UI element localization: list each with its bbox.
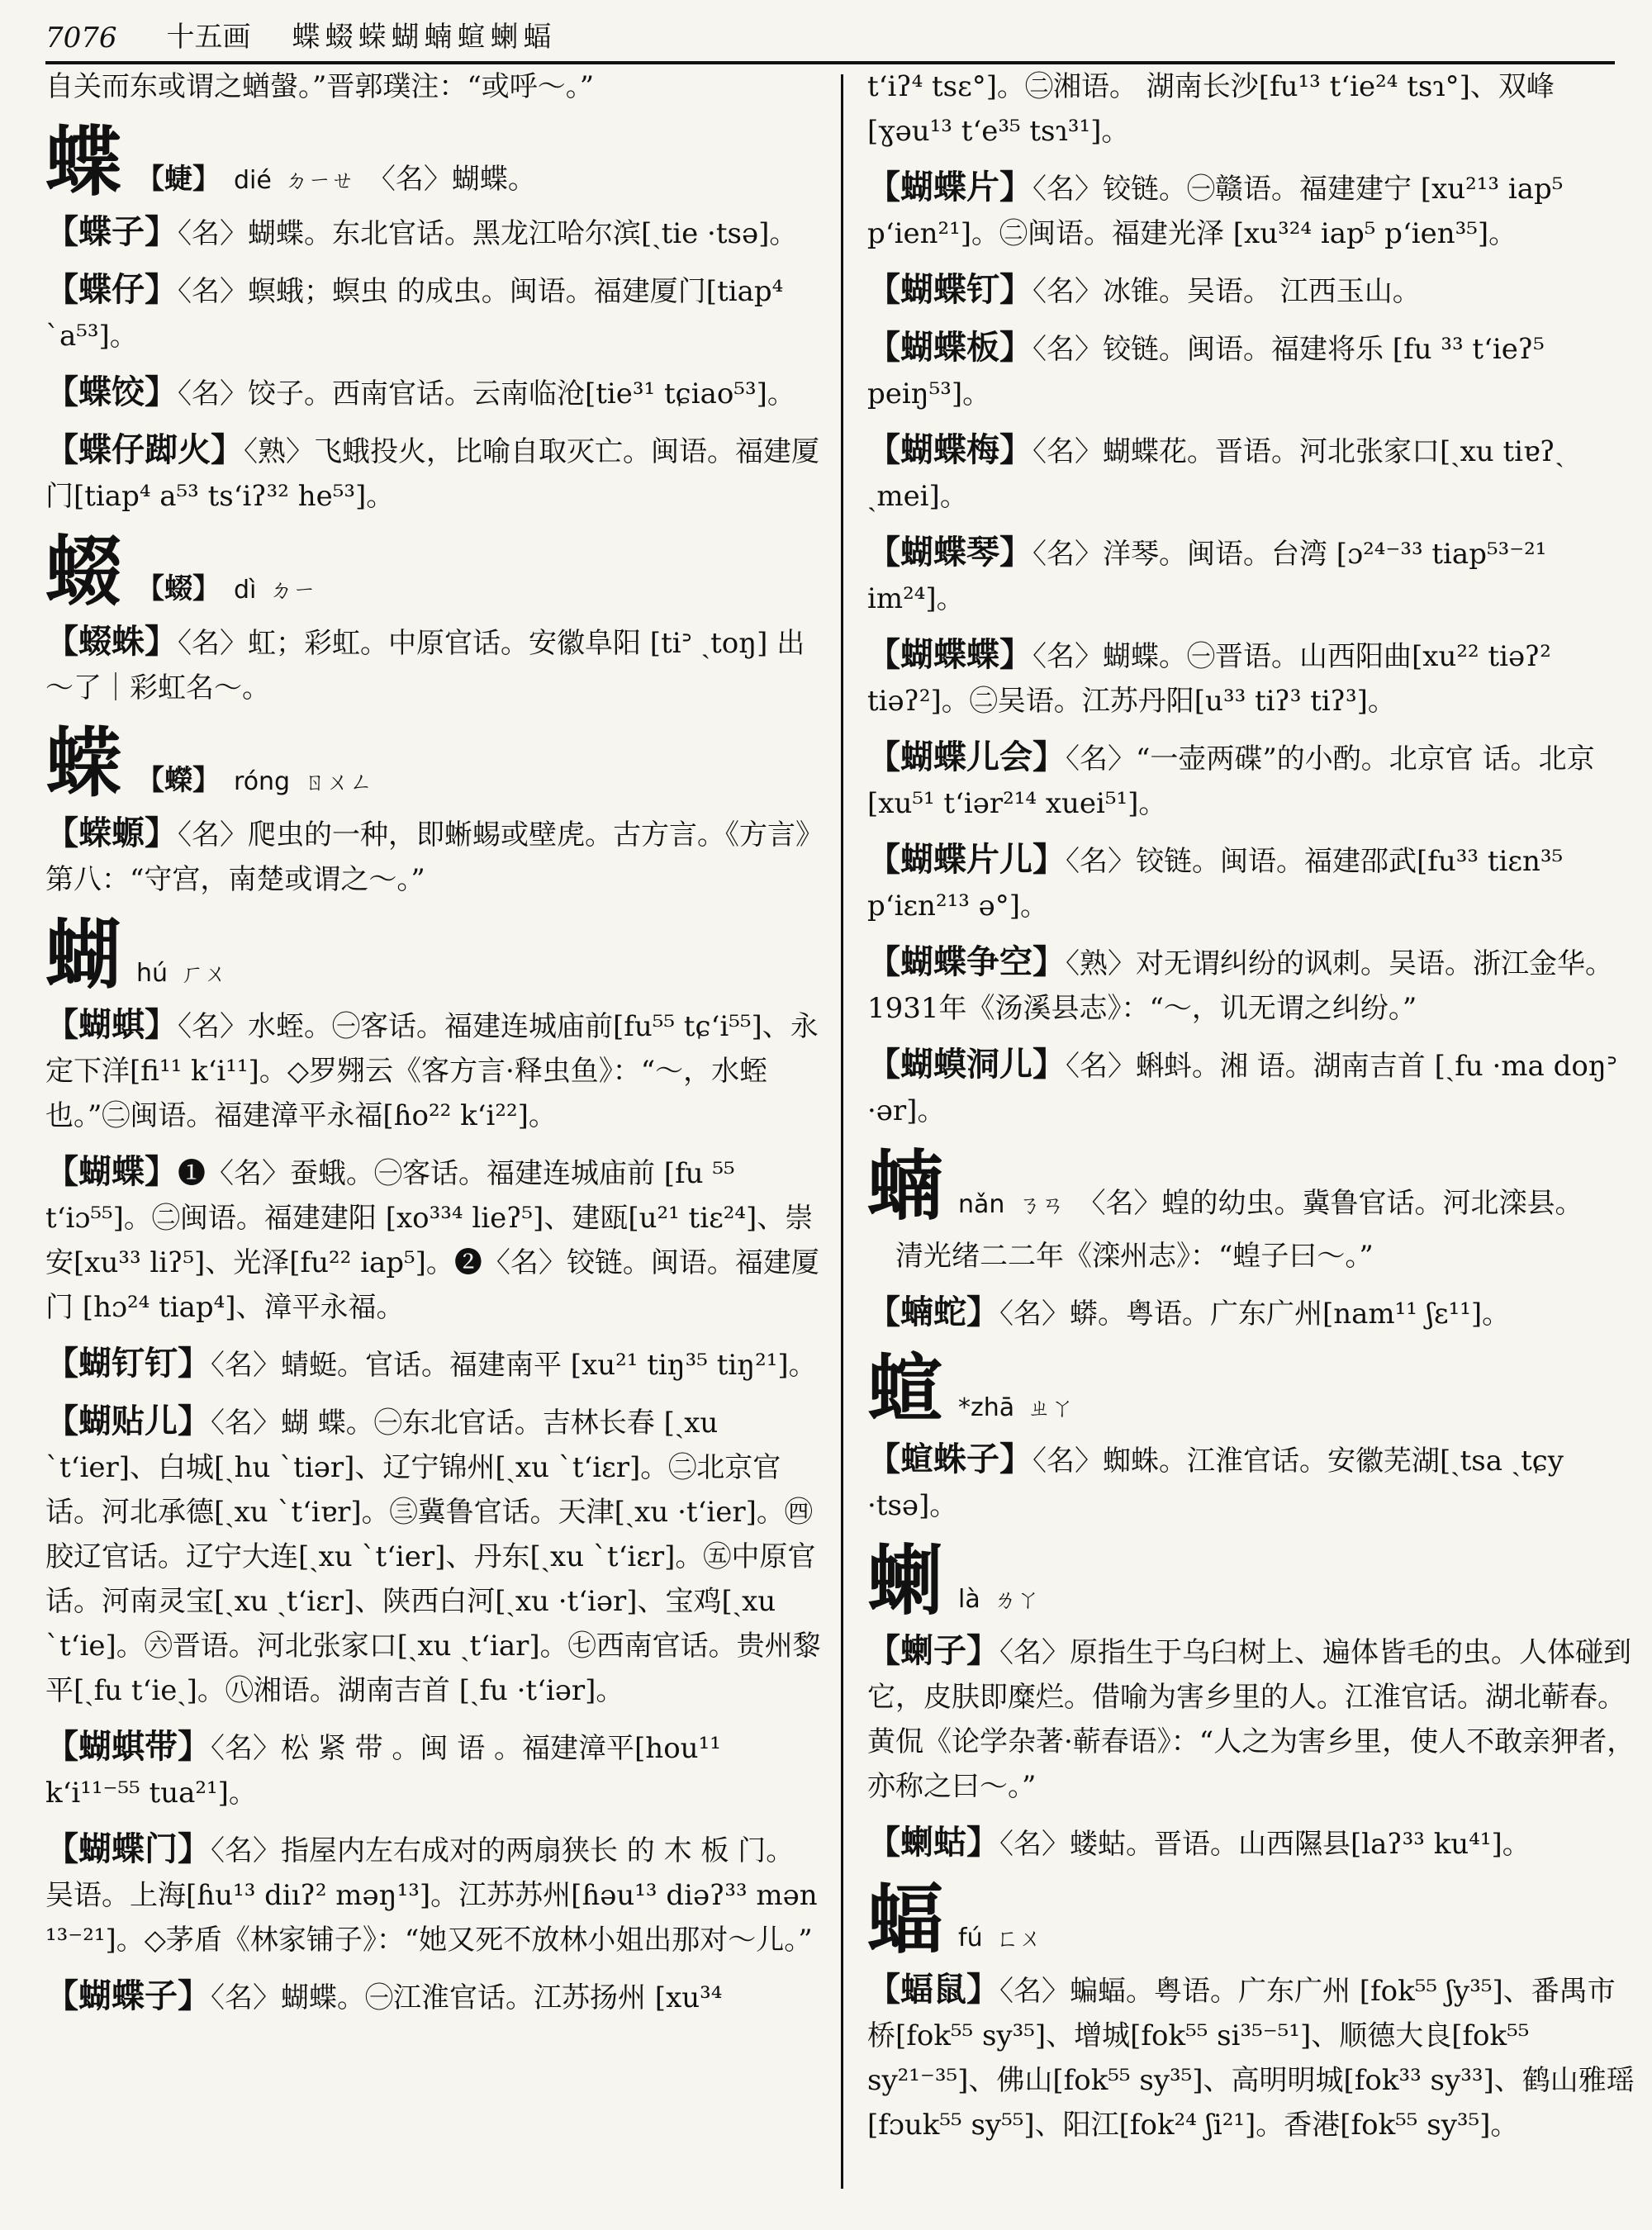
entry-text: 〈名〉铰链。闽语。福建邵武[fu³³ tiɛn³⁵ pʻiɛn²¹³ ə°]。 [867,845,1564,923]
subentry-word: 【蝖蛛子】 [867,1440,1032,1478]
entry-paragraph [867,165,1635,256]
subentry-word: 【蝴蜞带】 [45,1727,211,1766]
headword-char: 蝃 [45,527,122,616]
subentry-word: 【蝲蛄】 [867,1823,999,1862]
entry-paragraph [45,1003,822,1138]
entry-text: 〈名〉原指生于乌臼树上、遍体皆毛的虫。人体碰到它，皮肤即糜烂。借喻为害乡里的人。江淮官话。湖北蕲春。黄侃《论学杂著·蕲春语》：“人之为害乡里，使人不敢亲狎者，亦称之曰～。” [867,1636,1635,1803]
entry-text: 〈名〉爬虫的一种，即蜥蜴或壁虎。古方言。《方言》第八：“守宫，南楚或谓之～。” [45,818,809,896]
entry-text: 〈名〉虹；彩虹。中原官话。安徽阜阳 [tiᐣ ˏtoŋ] 出～了｜彩虹名～。 [45,627,805,705]
entry-text: ❶〈名〉蚕蛾。㊀客话。福建连城庙前 [fu ⁵⁵ tʻiɔ⁵⁵]。㊁闽语。福建建阳 [xo³³⁴ lieʔ⁵]、建瓯[u²¹ tiɛ²⁴]、崇安[xu³³ liʔ⁵]、光泽[fu²² iap⁵]。❷〈名〉铰链。闽语。福建厦门 [hɔ²⁴ tiap⁴]、漳平永福。 [45,1157,819,1324]
entry-text: 〈名〉饺子。西南官话。云南临沧[tie³¹ tɕiao⁵³]。 [178,377,795,410]
headword-entry [45,117,822,206]
entry-paragraph [867,940,1635,1031]
subentry-word: 【蝴蜞】 [45,1005,178,1044]
entry-text: 〈熟〉对无谓纠纷的讽刺。吴语。浙江金华。1931年《汤溪县志》：“～，讥无谓之纠纷。” [867,947,1613,1025]
entry-paragraph [45,1399,822,1713]
entry-paragraph [867,325,1635,416]
entry-paragraph [867,428,1635,519]
entry-paragraph [867,1234,1635,1279]
entry-paragraph [45,64,822,109]
entry-text: 〈名〉蝙蝠。粤语。广东广州 [fok⁵⁵ ʃy³⁵]、番禺市桥[fok⁵⁵ sy³⁵]、增城[fok⁵⁵ si³⁵⁻⁵¹]、顺德大良[fok⁵⁵ sy²¹⁻³⁵]、佛山[fok⁵⁵ sy³⁵]、高明明城[fok³³ sy³³]、鹤山雅瑶 [fɔuk⁵⁵ sy⁵⁵]、阳江[fok²⁴ ʃi²¹]。香港[fok⁵⁵ sy³⁵]。 [867,1975,1635,2142]
entry-text: 〈名〉水蛭。㊀客话。福建连城庙前[fu⁵⁵ tɕʻi⁵⁵]、永定下洋[fi¹¹ kʻi¹¹]。◇罗翙云《客方言·释虫鱼》：“～，水蛭也。”㊁闽语。福建漳平永福[ɦo²² kʻi²²]。 [45,1010,819,1132]
entry-paragraph [867,1290,1635,1336]
pinyin: fú [958,1924,983,1952]
entry-paragraph [45,619,822,710]
entry-text: 〈名〉蝌蚪。湘 语。湖南吉首 [ˏfu ·ma doŋᐣ ·ər]。 [867,1050,1618,1127]
right-column [867,64,1635,2159]
headword-char: 蝻 [867,1141,944,1231]
headword-char: 蝶 [45,117,122,206]
entry-paragraph [45,268,822,358]
subentry-word: 【蝲子】 [867,1631,999,1670]
subentry-word: 【蝴蝶钉】 [867,270,1032,309]
entry-text: 〈名〉蝴蝶。㊀晋语。山西阳曲[xu²² tiəʔ² tiəʔ²]。㊁吴语。江苏丹阳[u³³ tiʔ³ tiʔ³]。 [867,640,1551,718]
entry-paragraph [867,530,1635,621]
subentry-word: 【蝾螈】 [45,814,178,852]
entry-text: 自关而东或谓之蝤螜。”晋郭璞注：“或呼～。” [45,70,595,103]
page-number: 7076 [45,21,117,55]
variant-form: 【蝃】 [136,572,221,605]
entry-paragraph [45,1725,822,1815]
pinyin: dì [234,576,257,605]
subentry-word: 【蝴贴儿】 [45,1402,211,1440]
entry-paragraph [45,1974,822,2020]
headword-definition: 〈名〉蝗的幼虫。冀鲁官话。河北滦县。 [1077,1187,1583,1220]
headword-char: 蝾 [45,719,122,808]
entry-text: 〈名〉蝴蝶。东北官话。黑龙江哈尔滨[ˏtie ·tsə]。 [178,217,798,250]
entry-paragraph [45,1150,822,1330]
subentry-word: 【蝴蝶门】 [45,1829,211,1868]
headword-entry [867,1345,1635,1434]
entry-paragraph [867,268,1635,314]
pinyin: róng [234,767,291,796]
headword-char: 蝲 [867,1536,944,1625]
pinyin: hú [136,959,169,988]
subentry-word: 【蝴蝶】 [45,1152,178,1191]
entry-text: 〈名〉冰锥。吴语。 江西玉山。 [1032,275,1421,308]
subentry-word: 【蝴蝶板】 [867,328,1032,367]
entry-text: 〈名〉蝼蛄。晋语。山西隰县[laʔ³³ ku⁴¹]。 [999,1828,1531,1861]
entry-paragraph [867,1437,1635,1528]
headword-entry [867,1536,1635,1625]
subentry-word: 【蝠鼠】 [867,1970,999,2009]
subentry-word: 【蝴蝶蝶】 [867,635,1032,674]
entry-paragraph [45,428,822,519]
entry-paragraph [867,64,1635,154]
variant-form: 【蠑】 [136,764,221,797]
headword-entry [45,910,822,999]
subentry-word: 【蝴蝶儿会】 [867,738,1066,776]
variant-form: 【蜨】 [136,163,221,196]
headword-entry [45,719,822,808]
headword-entry [867,1875,1635,1964]
entry-text: 〈名〉蟒。粤语。广东广州[nam¹¹ ʃɛ¹¹]。 [999,1298,1511,1331]
headword-definition: 〈名〉蝴蝶。 [367,163,536,196]
entry-text: tʻiʔ⁴ tsɛ°]。㊁湘语。 湖南长沙[fu¹³ tʻie²⁴ tsɿ°]、双峰[ɣəu¹³ tʻe³⁵ tsɿ³¹]。 [867,70,1555,148]
headword-entry [45,527,822,616]
entry-text: 〈名〉铰链。㊀赣语。福建建宁 [xu²¹³ iap⁵ pʻien²¹]。㊁闽语。福建光泽 [xu³²⁴ iap⁵ pʻien³⁵]。 [867,173,1564,250]
zhuyin: ㄓㄚ [1028,1394,1075,1421]
entry-text: 清光绪二二年《滦州志》：“蝗子曰～。” [895,1240,1374,1273]
page-header [45,15,1615,64]
headword-char: 蝴 [45,910,122,999]
subentry-word: 【蝃蛛】 [45,622,178,661]
zhuyin: ㄉㄧㄝ [284,167,354,194]
subentry-word: 【蝶饺】 [45,372,178,411]
subentry-word: 【蝴蝶片】 [867,168,1032,206]
entry-paragraph [45,210,822,256]
entry-text: 〈名〉铰链。闽语。福建将乐 [fu ³³ tʻieʔ⁵ peiŋ⁵³]。 [867,333,1545,410]
entry-text: 〈名〉螟蛾；螟虫 的成虫。闽语。福建厦门[tiap⁴ ˋa⁵³]。 [45,275,784,353]
entry-text: 〈名〉蜘蛛。江淮官话。安徽芜湖[ˏtsa ˏtɕy ·tsə]。 [867,1445,1564,1522]
entry-paragraph [867,633,1635,724]
subentry-word: 【蝴蝶子】 [45,1976,211,2015]
subentry-word: 【蝻蛇】 [867,1293,999,1331]
subentry-word: 【蝶仔踋火】 [45,430,244,469]
pinyin: *zhā [958,1393,1015,1422]
entry-paragraph [45,811,822,902]
zhuyin: ㄋㄢ [1018,1191,1065,1218]
subentry-word: 【蝴蝶争空】 [867,942,1066,981]
zhuyin: ㄏㄨ [181,960,228,987]
headword-char: 蝖 [867,1345,944,1434]
entry-text: 〈名〉洋琴。闽语。台湾 [ɔ²⁴⁻³³ tiap⁵³⁻²¹ im²⁴]。 [867,538,1547,615]
entry-paragraph [867,837,1635,928]
pinyin: nǎn [958,1190,1005,1219]
subentry-word: 【蝴蝶琴】 [867,533,1032,572]
entry-paragraph [45,370,822,416]
entry-paragraph [45,1827,822,1962]
header-characters: 蝶蝃蝾蝴蝻蝖蝲蝠 [292,21,557,54]
subentry-word: 【蝶仔】 [45,270,178,309]
entry-text: 〈名〉“一壶两碟”的小酌。北京官 话。北京[xu⁵¹ tʻiər²¹⁴ xuei⁵¹]。 [867,743,1595,820]
zhuyin: ㄉㄧ [269,576,316,604]
entry-paragraph [45,1341,822,1388]
left-column [45,64,822,2032]
column-divider [841,74,843,2189]
entry-paragraph [867,1820,1635,1867]
zhuyin: ㄌㄚ [993,1586,1040,1613]
entry-paragraph [867,1042,1635,1133]
zhuyin: ㄖㄨㄥ [303,768,373,795]
entry-text: 〈名〉蜻蜓。官话。福建南平 [xu²¹ tiŋ³⁵ tiŋ²¹]。 [211,1349,817,1382]
headword-char: 蝠 [867,1875,944,1964]
entry-paragraph [867,1629,1635,1809]
subentry-word: 【蝴蟆洞儿】 [867,1045,1066,1084]
entry-text: 〈熟〉飞蛾投火，比喻自取灭亡。闽语。福建厦门[tiap⁴ a⁵³ tsʻiʔ³² he⁵³]。 [45,435,819,513]
entry-text: 〈名〉松 紧 带 。闽 语 。福建漳平[hou¹¹ kʻi¹¹⁻⁵⁵ tua²¹]。 [45,1732,721,1810]
entry-text: 〈名〉蝴 蝶。㊀东北官话。吉林长春 [ˏxu ˋtʻier]、白城[ˏhu ˋtiər]、辽宁锦州[ˏxu ˋtʻiɛr]。㊁北京官话。河北承德[ˏxu ˋtʻiɐr]。㊂冀鲁官话。天津[ˏxu ·tʻier]。㊃胶辽官话。辽宁大连[ˏxu ˋtʻier]、丹东[ˏxu ˋtʻiɛr]。㊄中原官话。河南灵宝[ˏxu ˏtʻiɛr]、陕西白河[ˏxu ·tʻiər]、宝鸡[ˏxu ˋtʻie]。㊅晋语。河北张家口[ˏxu ˏtʻiar]。㊆西南官话。贵州黎平[ˏfu tʻieˏ]。㊇湘语。湖南吉首 [ˏfu ·tʻiər]。 [45,1407,821,1707]
subentry-word: 【蝴蝶梅】 [867,430,1032,469]
entry-text: 〈名〉蝴蝶。㊀江淮官话。江苏扬州 [xu³⁴ [211,1981,723,2014]
pinyin: dié [234,166,272,195]
subentry-word: 【蝴蝶片儿】 [867,840,1066,879]
entry-paragraph [867,735,1635,826]
entry-text: 〈名〉指屋内左右成对的两扇狭长 的 木 板 门。吴语。上海[ɦu¹³ diıʔ² məŋ¹³]。江苏苏州[ɦəu¹³ diəʔ³³ mən ¹³⁻²¹]。◇茅盾《林家铺子》：“她又死不放林小姐出那对～儿。” [45,1834,818,1957]
zhuyin: ㄈㄨ [995,1924,1042,1952]
pinyin: là [958,1585,980,1614]
entry-text: 〈名〉蝴蝶花。晋语。河北张家口[ˏxu tiɐʔˏ ˏmei]。 [867,435,1564,513]
entry-paragraph [867,1967,1635,2147]
stroke-count-label: 十五画 [166,21,251,54]
subentry-word: 【蝴钉钉】 [45,1344,211,1383]
headword-entry [867,1141,1635,1231]
subentry-word: 【蝶子】 [45,212,178,251]
